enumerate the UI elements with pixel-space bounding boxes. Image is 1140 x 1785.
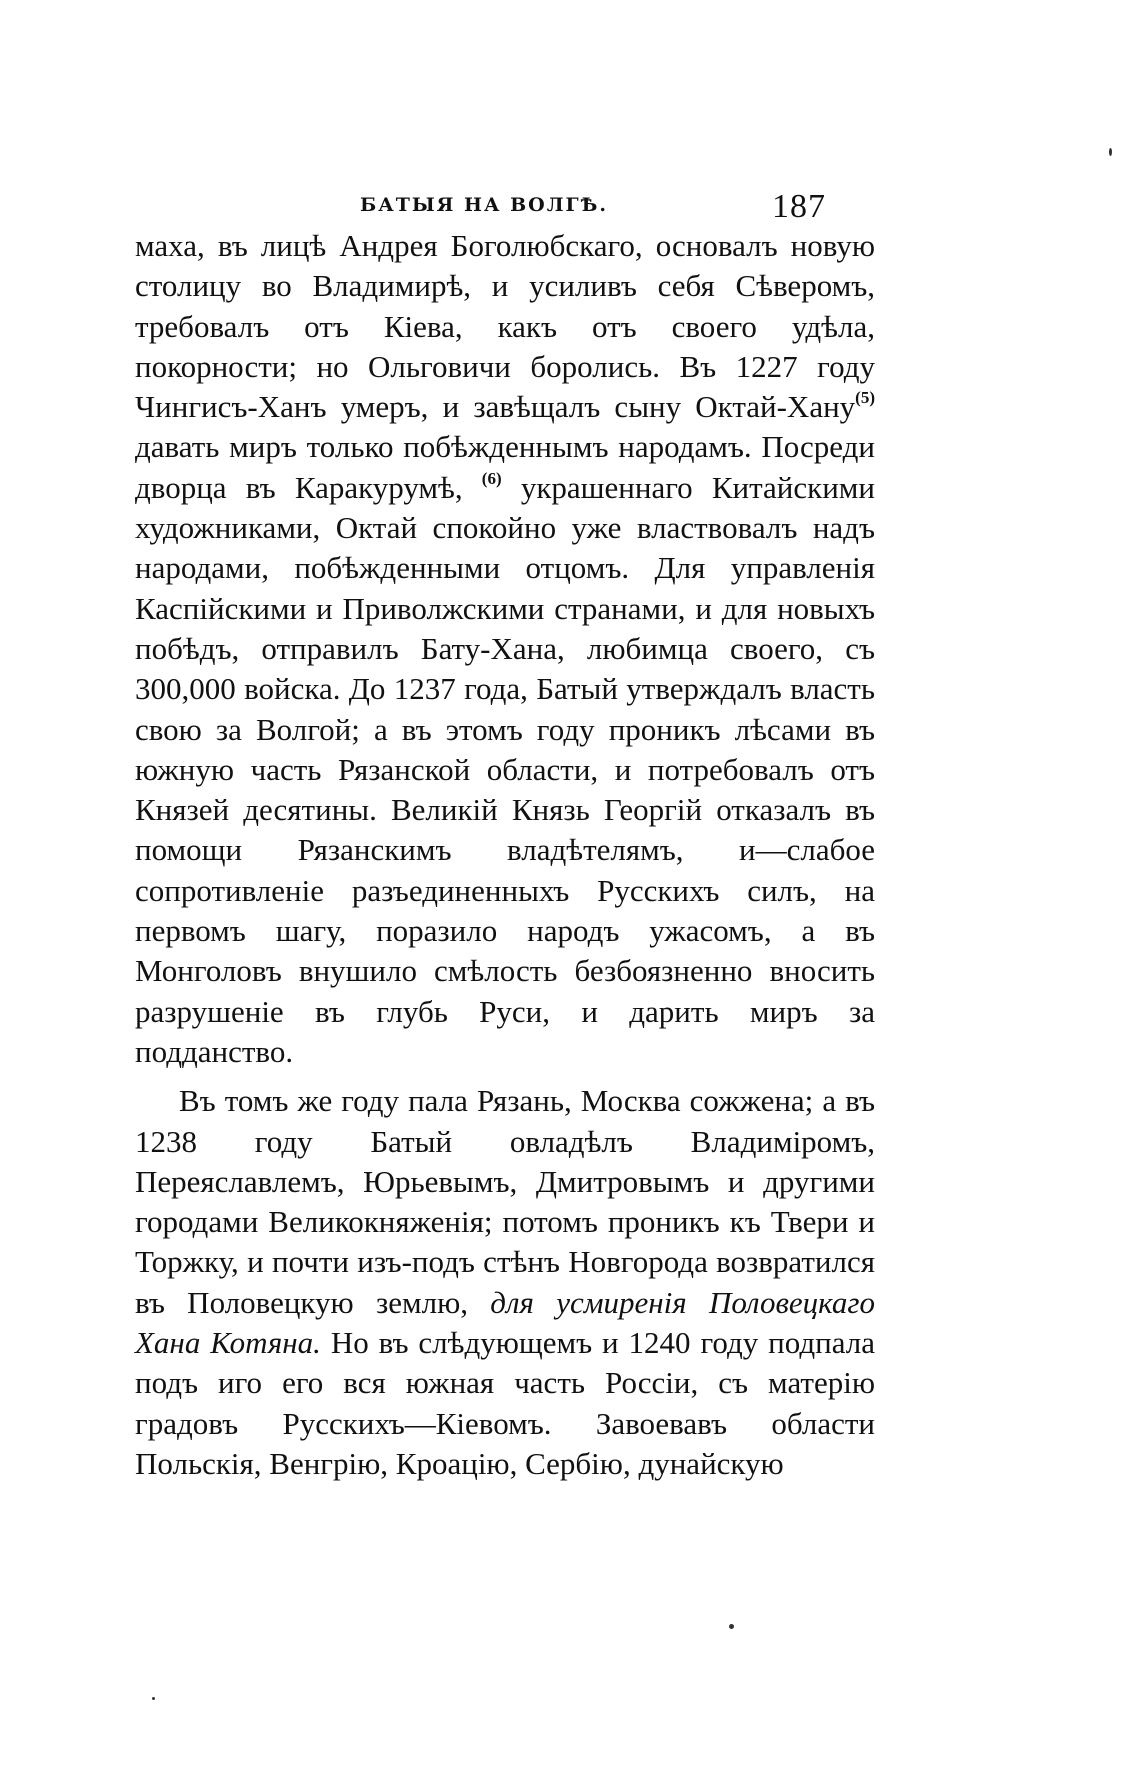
running-title: БАТЫЯ НА ВОЛГѢ.: [360, 194, 608, 216]
paragraph-1: [135, 226, 875, 1072]
paragraph-2-text-b: Но въ слѣдующемъ и 1240 году подпала подъ иго его вся южная часть Россіи, съ матерію градовъ Русскихъ—Кіевомъ. Завоевавъ области Польскія, Венгрію, Кроацію, Сербію, дунайскую: [135, 1325, 875, 1481]
paragraph-2-italic-phrase: для усмиренія Половецкаго Хана Котяна.: [135, 1284, 875, 1361]
main-text: [135, 226, 875, 1484]
paragraph-1-text-b: давать миръ только побѣжденнымъ народамъ. Посреди дворца въ Каракурумѣ,: [135, 429, 875, 505]
print-speck: [1109, 148, 1112, 156]
print-speck: [152, 1697, 155, 1700]
paragraph-1-text-c: украшеннаго Китайскими художниками, Октай спокойно уже властвовалъ надъ народами, побѣжденными отцомъ. Для управленія Каспійскими и Приволжскими странами, и для новыхъ побѣдъ, отправилъ Бату-Хана, любимца своего, съ 300,000 войска. До 1237 года, Батый утверждалъ власть свою за Волгой; а въ этомъ году проникъ лѣсами въ южную часть Рязанской области, и потребовалъ отъ Князей десятины. Великій Князь Георгій отказалъ въ помощи Рязанскимъ владѣтелямъ, и—слабое сопротивленіе разъединенныхъ Русскихъ силъ, на первомъ шагу, поразило народъ ужасомъ, а въ Монголовъ внушило смѣлость безбоязненно вносить разрушеніе въ глубь Руси, и дарить миръ за подданство.: [135, 469, 875, 1069]
page-number: 187: [772, 188, 826, 225]
paragraph-2: [135, 1081, 875, 1484]
footnote-ref-6: (6): [481, 468, 502, 488]
footnote-ref-5: (5): [855, 388, 875, 408]
print-speck: [729, 1624, 734, 1629]
paragraph-1-text-a: маха, въ лицѣ Андрея Боголюбскаго, основалъ новую столицу во Владимирѣ, и усиливъ себя Сѣверомъ, требовалъ отъ Кіева, какъ отъ своего удѣла, покорности; но Ольговичи боролись. Въ 1227 году Чингисъ-Ханъ умеръ, и завѣщалъ сыну Октай-Хану: [135, 228, 875, 425]
paragraph-2-text-a: Въ томъ же году пала Рязань, Москва сожжена; а въ 1238 году Батый овладѣлъ Владиміромъ, Переяславлемъ, Юрьевымъ, Дмитровымъ и другими городами Великокняженія; потомъ проникъ къ Твери и Торжку, и почти изъ-подъ стѣнъ Новгорода возвратился въ Половецкую землю,: [135, 1083, 875, 1320]
